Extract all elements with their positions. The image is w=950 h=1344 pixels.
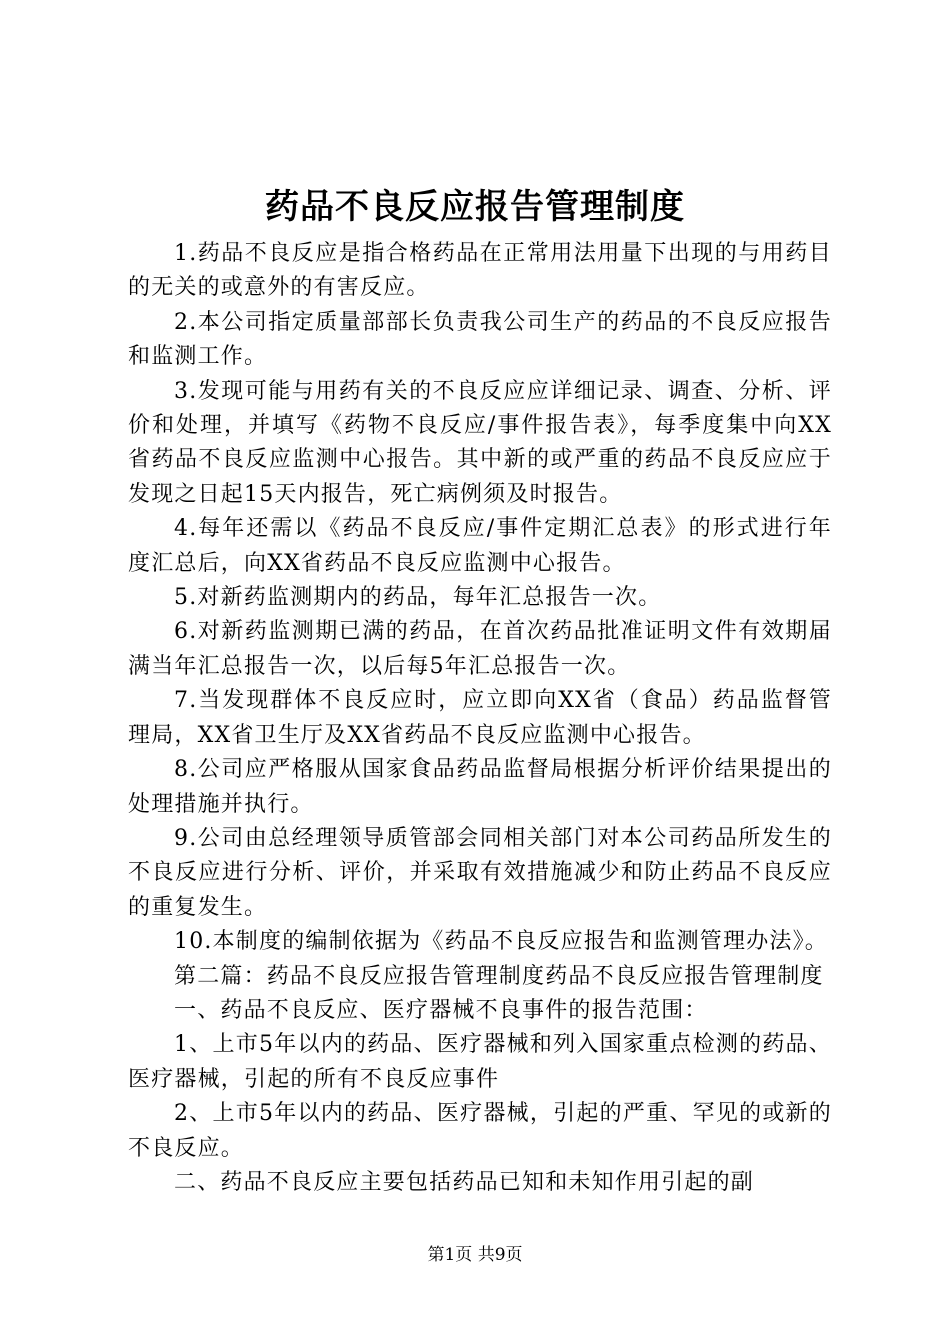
paragraph-9: 9.公司由总经理领导质管部会同相关部门对本公司药品所发生的不良反应进行分析、评价，并采取有效措施减少和防止药品不良反应的重复发生。 [128, 825, 832, 920]
list-item-scope-2: 2、上市5年以内的药品、医疗器械，引起的严重、罕见的或新的不良反应。 [128, 1101, 832, 1161]
paragraph-2: 2.本公司指定质量部部长负责我公司生产的药品的不良反应报告和监测工作。 [128, 309, 832, 370]
list-item-scope-1: 1、上市5年以内的药品、医疗器械和列入国家重点检测的药品、医疗器械，引起的所有不良反应事件 [128, 1032, 832, 1092]
paragraph-3: 3.发现可能与用药有关的不良反应应详细记录、调查、分析、评价和处理，并填写《药物不良反应/事件报告表》，每季度集中向XX省药品不良反应监测中心报告。其中新的或严重的药品不良反应应于发现之日起15天内报告，死亡病例须及时报告。 [128, 378, 832, 507]
document-body [128, 237, 832, 1200]
paragraph-7: 7.当发现群体不良反应时，应立即向XX省（食品）药品监督管理局，XX省卫生厅及XX省药品不良反应监测中心报告。 [128, 688, 832, 748]
paragraph-1: 1.药品不良反应是指合格药品在正常用法用量下出现的与用药目的无关的或意外的有害反应。 [128, 241, 832, 301]
section-heading-report-scope: 一、药品不良反应、医疗器械不良事件的报告范围： [174, 997, 708, 1023]
document-title: 药品不良反应报告管理制度 [265, 187, 685, 227]
paragraph-6: 6.对新药监测期已满的药品，在首次药品批准证明文件有效期届满当年汇总报告一次，以后每5年汇总报告一次。 [128, 619, 832, 679]
section-heading-reaction-types: 二、药品不良反应主要包括药品已知和未知作用引起的副 [174, 1169, 755, 1195]
section-heading-part-two: 第二篇：药品不良反应报告管理制度药品不良反应报告管理制度 [174, 963, 824, 989]
paragraph-10: 10.本制度的编制依据为《药品不良反应报告和监测管理办法》。 [174, 929, 828, 955]
paragraph-5: 5.对新药监测期内的药品，每年汇总报告一次。 [174, 585, 662, 611]
paragraph-8: 8.公司应严格服从国家食品药品监督局根据分析评价结果提出的处理措施并执行。 [128, 757, 832, 817]
page-number-footer: 第1页 共9页 [427, 1245, 523, 1265]
paragraph-4: 4.每年还需以《药品不良反应/事件定期汇总表》的形式进行年度汇总后，向XX省药品不良反应监测中心报告。 [128, 516, 832, 576]
